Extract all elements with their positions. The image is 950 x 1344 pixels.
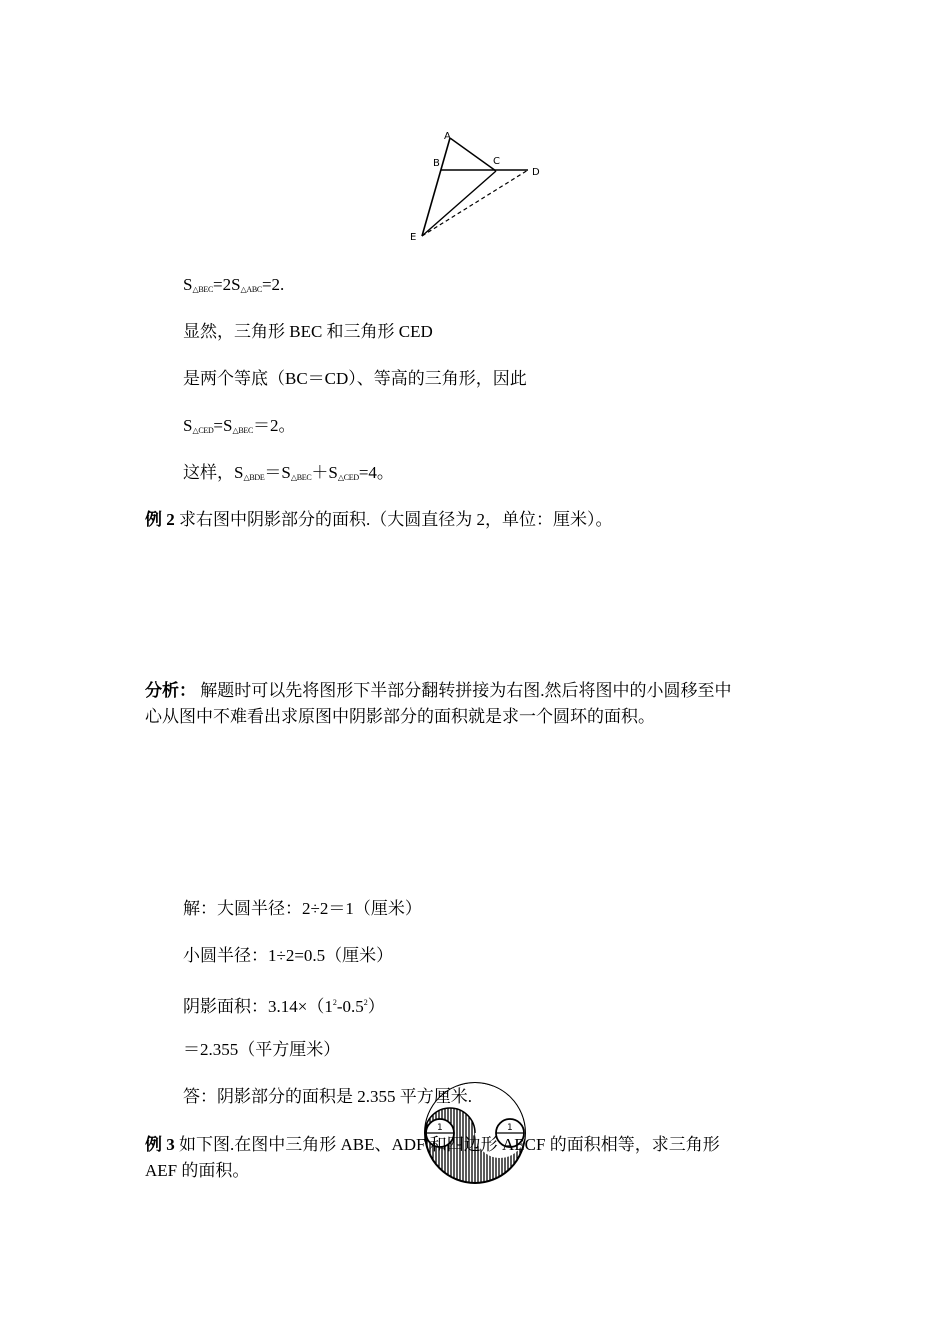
solution-line-3: 阴影面积：$3.14\times(1^2-0.5^2)$ — [183, 997, 385, 1016]
annulus-figure — [0, 745, 950, 875]
solution-line-1: 解：大圆半径：2÷2＝1（厘米） — [183, 899, 422, 918]
label-c: C — [493, 156, 500, 167]
analysis-line-2: 心从图中不难看出求原图中阴影部分的面积就是求一个圆环的面积。 — [145, 707, 655, 726]
area-equation-3: 这样，$S_{\triangle BDE}=S_{\triangle BEC}+S_{\triangle CED}=4$。 — [183, 463, 394, 482]
answer-line: 答：阴影部分的面积是 2.355 平方厘米. — [183, 1087, 472, 1106]
paragraph-equal-base: 是两个等底（BC＝CD）、等高的三角形，因此 — [183, 369, 527, 388]
edge-ae — [422, 138, 450, 236]
area-equation-2: $S_{\triangle CED}=S_{\triangle BEC}=2$。 — [183, 416, 296, 435]
example-2-heading: 例 2 求右图中阴影部分的面积.（大圆直径为 2，单位：厘米）。 — [145, 510, 613, 529]
left-diameter-mark: 1 — [437, 1123, 443, 1133]
analysis-line-1: 分析： 解题时可以先将图形下半部分翻转拼接为右图.然后将图中的小圆移至中 — [145, 681, 732, 700]
triangle-figure — [0, 0, 950, 260]
right-diameter-mark: 1 — [507, 1123, 513, 1133]
edge-ec — [422, 171, 496, 236]
solution-line-2: 小圆半径：1÷2=0.5（厘米） — [183, 946, 394, 965]
area-equation-1: $S_{\triangle BEC}=2S_{\triangle ABC}=2$. — [183, 275, 285, 294]
label-d: D — [532, 167, 540, 178]
label-a: A — [444, 131, 451, 142]
edge-ac — [450, 138, 496, 171]
example-3-line-2: AEF 的面积。 — [145, 1161, 250, 1180]
label-b: B — [433, 158, 440, 169]
example-3-heading: 例 3 如下图.在图中三角形 ABE、ADF 和四边形 AECF 的面积相等，求三角形 — [145, 1135, 720, 1154]
label-e: E — [410, 232, 417, 243]
solution-line-4: ＝2.355（平方厘米） — [183, 1040, 341, 1059]
paragraph-obvious: 显然，三角形 BEC 和三角形 CED — [183, 322, 433, 341]
